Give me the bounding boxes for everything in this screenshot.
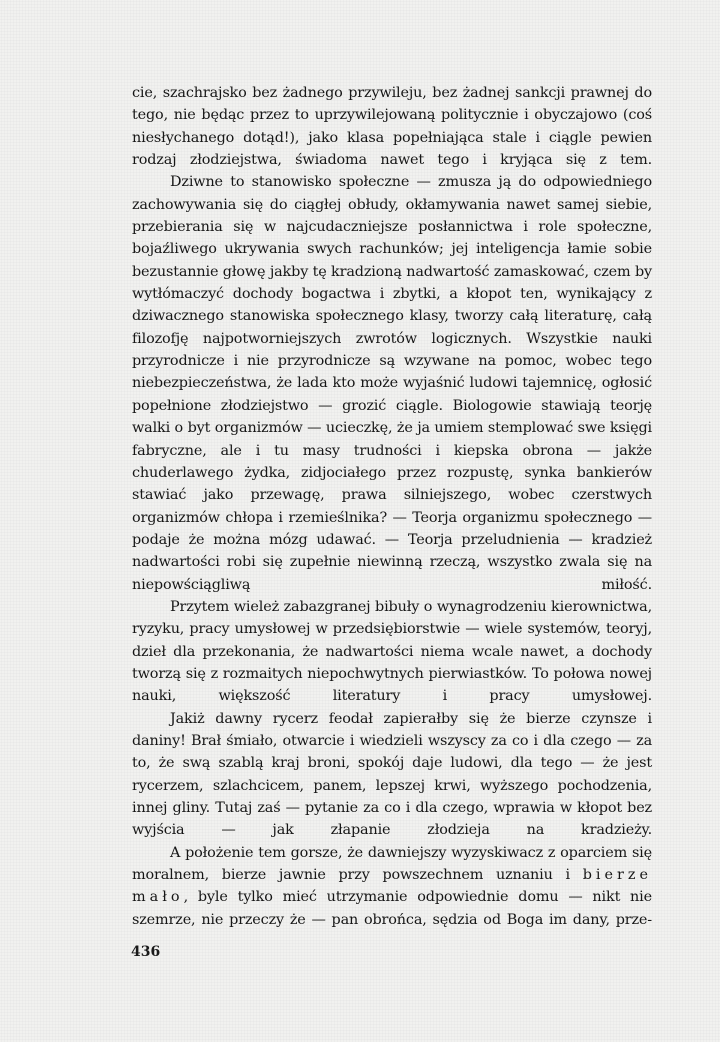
paragraph-exploiter bbox=[132, 842, 652, 931]
spaced-emphasis: bierze mało bbox=[132, 867, 652, 906]
page-number: 436 bbox=[131, 944, 161, 960]
paragraph-exploiter-end: , byle tylko mieć utrzymanie odpowiednie domu — nikt nie szemrze, nie przeczy że — pan obrońca, sędzia od Boga im dany, prze- bbox=[132, 889, 652, 928]
paragraph-social-position: Dziwne to stanowisko społeczne — zmusza ją do odpowiedniego zachowywania się do ciągłej obłudy, okłamywania nawet samej siebie, przebierania się w najcudaczniejsze posłannictwa i role społeczne, bojaźliwego ukrywania swych rachunków; jej inteligencja łamie sobie bezustannie głowę jakby tę kradzioną nadwartość zamaskować, czem by wytłómaczyć dochody bogactwa i zbytki, a kłopot ten, wynikający z dziwacznego stanowiska społecznego klasy, tworzy całą literaturę, całą filozofję najpotworniejszych zwrotów logicznych. Wszystkie nauki przyrodnicze i nie przyrodnicze są wzywane na pomoc, wobec tego niebezpieczeństwa, że lada kto może wyjaśnić ludowi tajemnicę, ogłosić popełnione złodziejstwo — grozić ciągle. Biologowie stawiają teorję walki o byt organizmów — ucieczkę, że ja umiem stemplować swe księgi fabryczne, ale i tu masy trudności i kiepska obrona — jakże chuderlawego żydka, zidjociałego przez rozpustę, synka bankierów stawiać jako przewagę, prawa silniejszego, wobec czerstwych organizmów chłopa i rzemieślnika? — Teorja organizmu społecznego — podaje że można mózg udawać. — Teorja przeludnienia — kradzież nadwartości robi się zupełnie niewinną rzeczą, wszystko zwala się na niepowściągliwą miłość. bbox=[132, 174, 652, 593]
paragraph-continuation: cie, szachrajsko bez żadnego przywileju, bez żadnej sankcji prawnej do tego, nie będąc przez to uprzywilejowaną politycznie i obyczajowo (coś niesłychanego dotąd!), jako klasa popełniająca stale i ciągle pewien rodzaj złodziejstwa, świadoma nawet tego i kryjąca się z tem. bbox=[132, 85, 652, 169]
body-text bbox=[132, 82, 652, 931]
paragraph-feudal-knight: Jakiż dawny rycerz feodał zapierałby się że bierze czynsze i daniny! Brał śmiało, otwarcie i wiedzieli wszyscy za co i dla czego — za to, że swą szablą kraj broni, spokój daje ludowi, dla tego — że jest rycerzem, szlachcicem, panem, lepszej krwi, wyższego pochodzenia, innej gliny. Tutaj zaś — pytanie za co i dla czego, wprawia w kłopot bez wyjścia — jak złapanie złodzieja na kradzieży. bbox=[132, 710, 652, 839]
paragraph-management-wages: Przytem wieleż zabazgranej bibuły o wynagrodzeniu kierownictwa, ryzyku, pracy umysłowej w przedsiębiorstwie — wiele systemów, teoryj, dzieł dla przekonania, że nadwartości niema wcale nawet, a dochody tworzą się z rozmaitych niepochwytnych pierwiastków. To połowa nowej nauki, większość literatury i pracy umysłowej. bbox=[132, 598, 652, 705]
paragraph-exploiter-start: A położenie tem gorsze, że dawniejszy wyzyskiwacz z oparciem się moralnem, bierze jawnie przy powszechnem uznaniu i bbox=[132, 844, 652, 884]
